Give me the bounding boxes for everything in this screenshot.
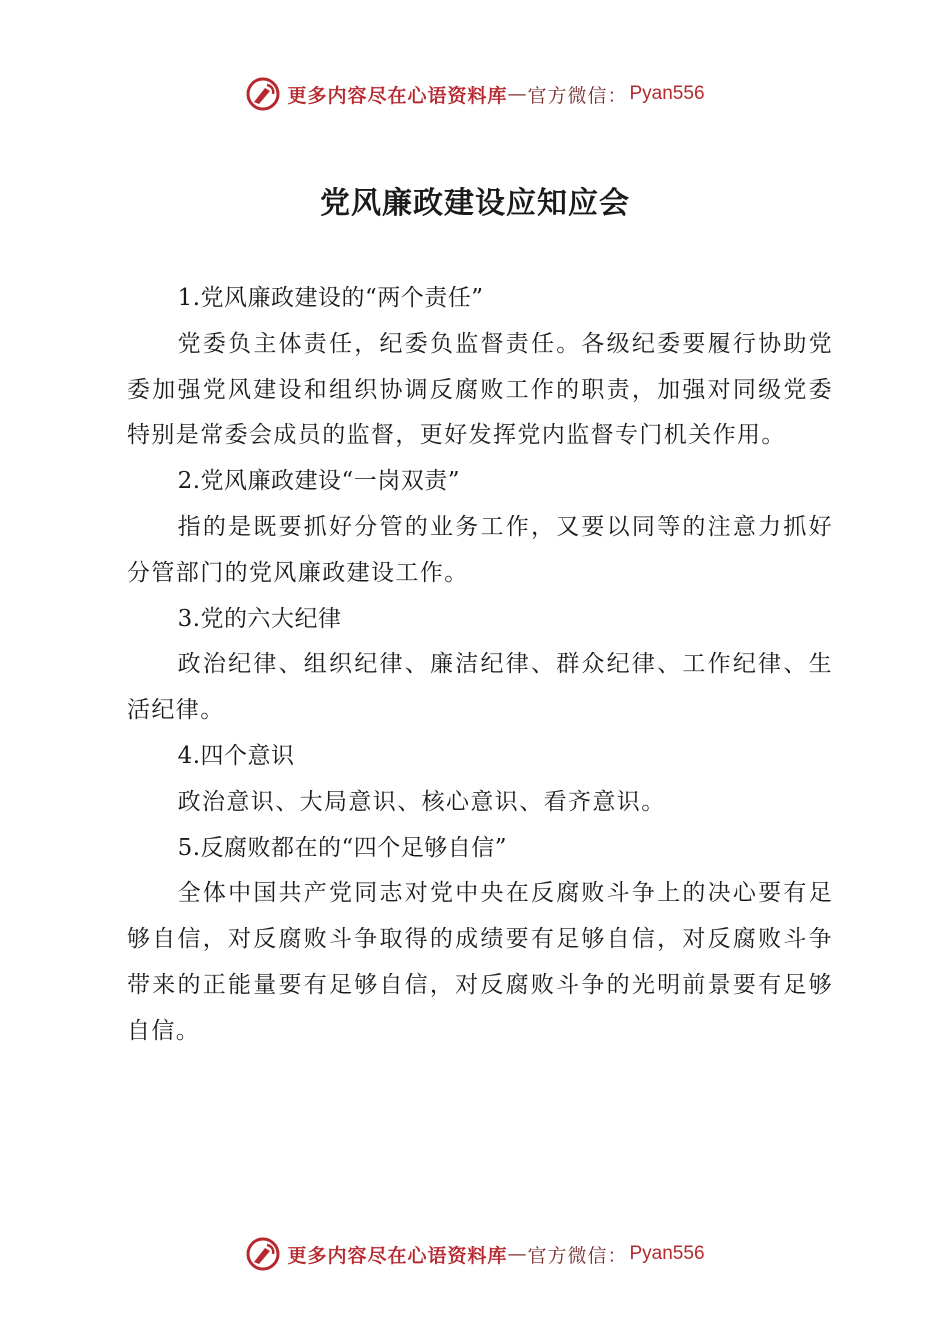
section-heading: 2.党风廉政建设“一岗双责” bbox=[177, 468, 461, 495]
brand-logo-icon bbox=[245, 1236, 281, 1272]
section-paragraph: 全体中国共产党同志对党中央在反腐败斗争上的决心要有足够自信，对反腐败斗争取得的成绩要有足够自信，对反腐败斗争带来的正能量要有足够自信，对反腐败斗争的光明前景要有足够自信。 bbox=[127, 880, 833, 1044]
banner-text: 更多内容尽在心语资料库 bbox=[287, 1244, 508, 1267]
document-body bbox=[127, 276, 833, 1055]
banner-label: 官方微信： bbox=[527, 84, 628, 107]
section-paragraph: 政治意识、大局意识、核心意识、看齐意识。 bbox=[177, 788, 666, 815]
brand-logo-icon bbox=[245, 76, 281, 112]
header-banner bbox=[0, 74, 950, 114]
section-paragraph: 指的是既要抓好分管的业务工作，又要以同等的注意力抓好分管部门的党风廉政建设工作。 bbox=[127, 513, 833, 586]
banner-text: 更多内容尽在心语资料库 bbox=[287, 84, 508, 107]
banner-wechat-id: Pyan556 bbox=[629, 1243, 705, 1264]
banner-label: 官方微信： bbox=[527, 1244, 628, 1267]
banner-wechat-id: Pyan556 bbox=[629, 83, 705, 104]
document-title: 党风廉政建设应知应会 bbox=[320, 186, 630, 221]
section-heading: 1.党风廉政建设的“两个责任” bbox=[177, 285, 484, 311]
banner-separator: — bbox=[507, 1243, 528, 1265]
section-paragraph: 党委负主体责任，纪委负监督责任。各级纪委要履行协助党委加强党风建设和组织协调反腐败工作的职责，加强对同级党委特别是常委会成员的监督，更好发挥党内监督专门机关作用。 bbox=[127, 330, 833, 449]
banner-separator: — bbox=[507, 83, 528, 105]
section-paragraph: 政治纪律、组织纪律、廉洁纪律、群众纪律、工作纪律、生活纪律。 bbox=[127, 651, 833, 724]
section-heading: 4.四个意识 bbox=[177, 742, 295, 769]
section-heading: 5.反腐败都在的“四个足够自信” bbox=[177, 834, 508, 861]
footer-banner bbox=[0, 1234, 950, 1274]
section-heading: 3.党的六大纪律 bbox=[177, 605, 342, 632]
